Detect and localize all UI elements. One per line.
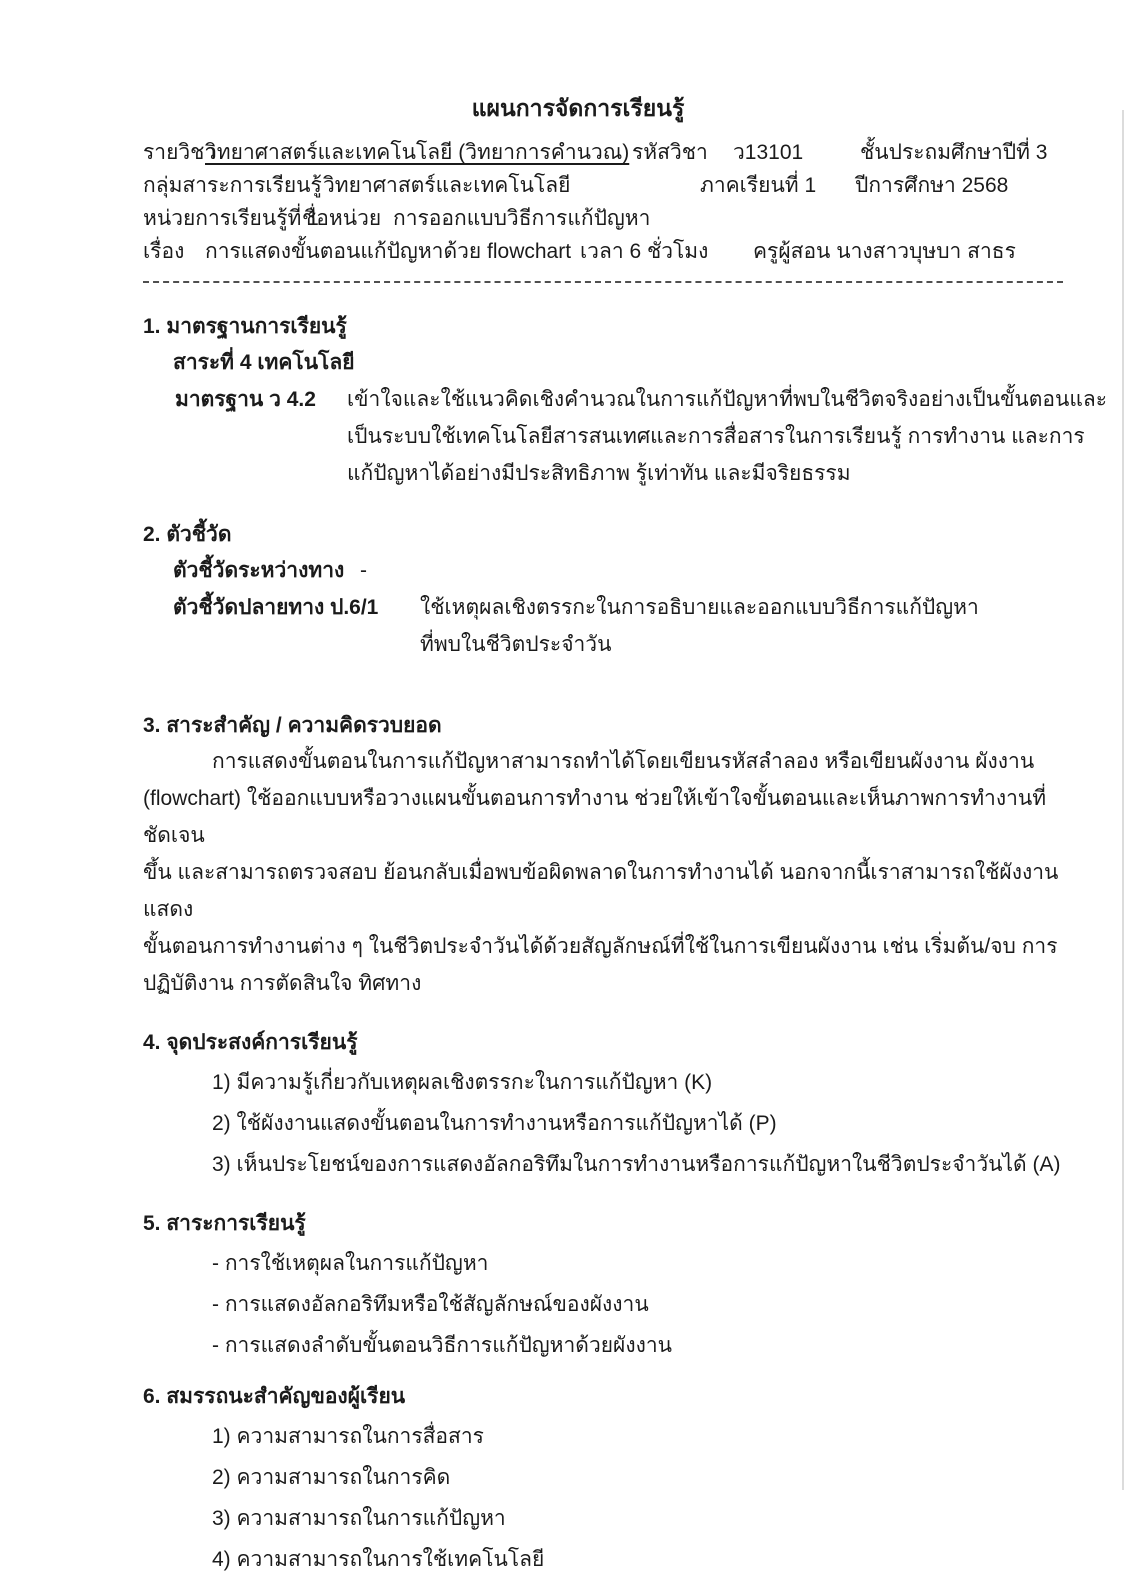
objective-item: 2) ใช้ผังงานแสดงขั้นตอนในการทำงานหรือการแก้ปัญหาได้ (P) xyxy=(212,1112,777,1135)
paragraph-line: การแสดงขั้นตอนในการแก้ปัญหาสามารถทำได้โดยเขียนรหัสลำลอง หรือเขียนผังงาน ผังงาน xyxy=(212,750,1035,773)
section-standards xyxy=(143,310,1108,492)
group-name: วิทยาศาสตร์และเทคโนโลยี xyxy=(323,174,571,197)
final-indicator-text xyxy=(420,589,1063,663)
section-key-concept xyxy=(143,709,1063,1002)
code-label: รหัสวิชา xyxy=(632,141,708,164)
section-objectives xyxy=(143,1026,1063,1183)
section-3-heading: 3. สาระสำคัญ / ความคิดรวบยอด xyxy=(143,714,442,737)
final-indicator-line: ใช้เหตุผลเชิงตรรกะในการอธิบายและออกแบบวิธีการแก้ปัญหา xyxy=(420,596,979,619)
final-indicator-row xyxy=(143,589,1063,663)
standard-text-line: แก้ปัญหาได้อย่างมีประสิทธิภาพ รู้เท่าทัน และมีจริยธรรม xyxy=(347,462,851,485)
learning-content-item: - การแสดงลำดับขั้นตอนวิธีการแก้ปัญหาด้วยผังงาน xyxy=(212,1334,673,1357)
objective-item: 1) มีความรู้เกี่ยวกับเหตุผลเชิงตรรกะในการแก้ปัญหา (K) xyxy=(212,1071,713,1094)
paragraph-line: ขั้นตอนการทำงานต่าง ๆ ในชีวิตประจำวันได้ด้วยสัญลักษณ์ที่ใช้ในการเขียนผังงาน เช่น เริ่มต้น/จบ การ xyxy=(143,935,1058,958)
page-title: แผนการจัดการเรียนรู้ xyxy=(471,95,685,121)
standard-block xyxy=(143,381,1108,492)
paragraph-line: ขึ้น และสามารถตรวจสอบ ย้อนกลับเมื่อพบข้อผิดพลาดในการทำงานได้ นอกจากนี้เราสามารถใช้ผังงานแสดง xyxy=(143,861,1059,921)
interim-indicator-value: - xyxy=(360,559,367,582)
duration: เวลา 6 ชั่วโมง xyxy=(580,240,709,263)
final-indicator-code: ป.6/1 xyxy=(330,596,379,619)
section-indicators xyxy=(143,518,1063,663)
topic-name: การแสดงขั้นตอนแก้ปัญหาด้วย flowchart xyxy=(205,240,572,263)
unit-number: หน่วยการเรียนรู้ที่ 1 xyxy=(143,207,319,230)
competency-item: 1) ความสามารถในการสื่อสาร xyxy=(212,1425,484,1448)
standard-label: มาตรฐาน ว 4.2 xyxy=(175,388,316,411)
course-code: ว13101 xyxy=(733,141,804,164)
objective-item: 3) เห็นประโยชน์ของการแสดงอัลกอริทึมในการทำงานหรือการแก้ปัญหาในชีวิตประจำวันได้ (A) xyxy=(212,1153,1061,1176)
header-line-group xyxy=(143,169,1063,202)
section-2-heading: 2. ตัวชี้วัด xyxy=(143,523,232,546)
standard-text-line: เป็นระบบใช้เทคโนโลยีสารสนเทศและการสื่อสารในการเรียนรู้ การทำงาน และการ xyxy=(347,425,1085,448)
paragraph-line: ปฏิบัติงาน การตัดสินใจ ทิศทาง xyxy=(143,972,422,995)
interim-indicator-row xyxy=(143,552,1063,589)
competency-item: 4) ความสามารถในการใช้เทคโนโลยี xyxy=(212,1548,545,1571)
course-name: วิทยาศาสตร์และเทคโนโลยี (วิทยาการคำนวณ) xyxy=(205,141,630,164)
document-header xyxy=(143,136,1063,268)
header-line-unit xyxy=(143,202,1063,235)
strand-title: สาระที่ 4 เทคโนโลยี xyxy=(173,351,355,374)
document-content xyxy=(143,86,1108,1578)
header-line-topic xyxy=(143,235,1063,268)
header-line-course xyxy=(143,136,1063,169)
final-indicator-label: ตัวชี้วัดปลายทาง xyxy=(173,596,325,619)
section-1-heading: 1. มาตรฐานการเรียนรู้ xyxy=(143,315,347,338)
section-competencies xyxy=(143,1380,1063,1578)
standard-text-line: เข้าใจและใช้แนวคิดเชิงคำนวณในการแก้ปัญหาที่พบในชีวิตจริงอย่างเป็นขั้นตอนและ xyxy=(347,388,1108,411)
topic-label: เรื่อง xyxy=(143,240,185,263)
unit-name-label: ชื่อหน่วย xyxy=(302,207,382,230)
section-5-heading: 5. สาระการเรียนรู้ xyxy=(143,1212,306,1235)
grade-level: ชั้นประถมศึกษาปีที่ 3 xyxy=(860,141,1048,164)
section-learning-content xyxy=(143,1207,1063,1364)
learning-content-item: - การใช้เหตุผลในการแก้ปัญหา xyxy=(212,1252,489,1275)
paragraph-line: (flowchart) ใช้ออกแบบหรือวางแผนขั้นตอนการทำงาน ช่วยให้เข้าใจขั้นตอนและเห็นภาพการทำงานที่ชัดเจน xyxy=(143,787,1047,847)
key-concept-paragraph xyxy=(143,743,1063,1002)
standard-text xyxy=(347,381,1107,492)
dashed-separator xyxy=(143,281,1063,283)
competency-item: 3) ความสามารถในการแก้ปัญหา xyxy=(212,1507,506,1530)
teacher-name: ครูผู้สอน นางสาวบุษบา สาธร xyxy=(753,240,1016,263)
semester: ภาคเรียนที่ 1 xyxy=(700,174,817,197)
section-4-heading: 4. จุดประสงค์การเรียนรู้ xyxy=(143,1031,358,1054)
course-label: รายวิชา xyxy=(143,141,217,164)
final-indicator-line: ที่พบในชีวิตประจำวัน xyxy=(420,633,612,656)
academic-year: ปีการศึกษา 2568 xyxy=(855,174,1009,197)
scan-edge-line xyxy=(1122,110,1124,1490)
group-label: กลุ่มสาระการเรียนรู้ xyxy=(143,174,322,197)
learning-content-item: - การแสดงอัลกอริทึมหรือใช้สัญลักษณ์ของผังงาน xyxy=(212,1293,649,1316)
section-6-heading: 6. สมรรถนะสำคัญของผู้เรียน xyxy=(143,1385,406,1408)
unit-name: การออกแบบวิธีการแก้ปัญหา xyxy=(393,207,651,230)
competency-item: 2) ความสามารถในการคิด xyxy=(212,1466,451,1489)
interim-indicator-label: ตัวชี้วัดระหว่างทาง xyxy=(173,559,345,582)
